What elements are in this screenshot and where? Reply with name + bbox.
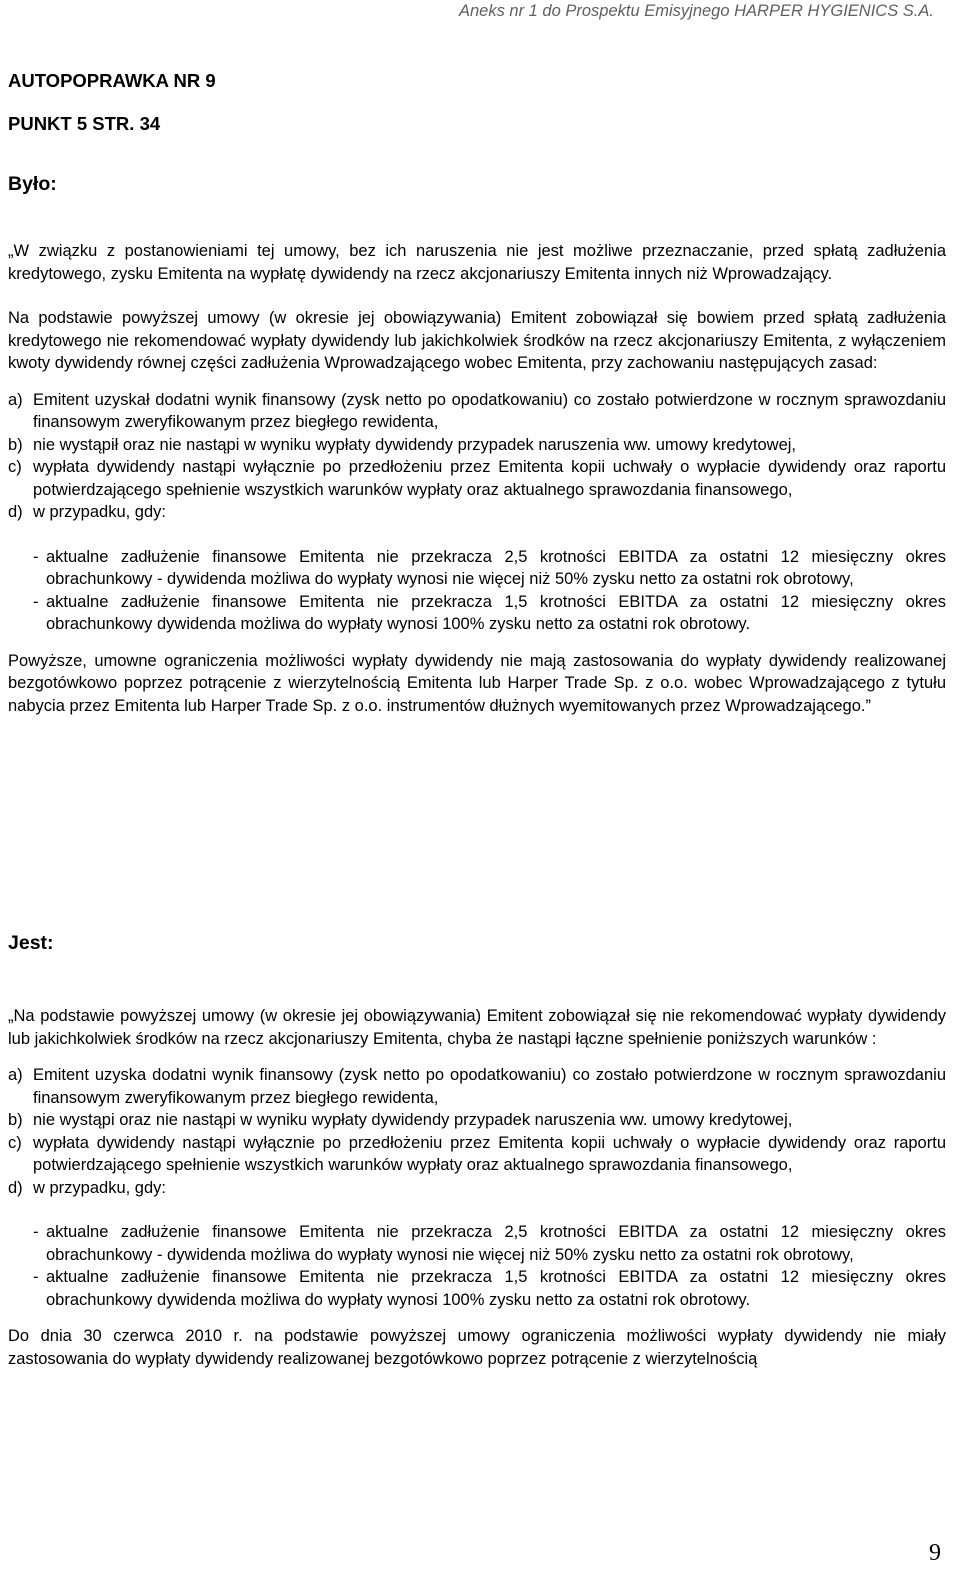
list-marker: c) [8,1133,22,1152]
dash-item-text: aktualne zadłużenie finansowe Emitenta nie przekracza 1,5 krotności EBITDA za ostatni 12 miesięczny okres obrachunkowy dywidenda możliwa do wypłaty wynosi 100% zysku netto za ostatni rok obrotowy. [46,1268,946,1309]
dash-marker: - [33,1223,39,1241]
list-marker: a) [8,1066,23,1084]
jest-dash-list [8,1221,946,1311]
list-item [8,1132,946,1177]
dash-marker: - [33,592,39,611]
jest-section-body [8,1005,946,1370]
bylo-conditions-list [8,389,946,524]
list-item-text: nie wystąpi oraz nie nastąpi w wyniku wypłaty dywidendy przypadek naruszenia ww. umowy kredytowej, [33,1111,793,1129]
document-subtitle: PUNKT 5 STR. 34 [8,113,161,134]
list-item-text: w przypadku, gdy: [33,503,166,521]
dash-list-item [8,1266,946,1311]
list-item-text: wypłata dywidendy nastąpi wyłącznie po przedłożeniu przez Emitenta kopii uchwały o wypłacie dywidendy oraz raportu potwierdzającego spełnienie wszystkich warunków wypłaty oraz aktualnego sprawozdania finansowego, [33,458,946,499]
list-item [8,1064,946,1109]
dash-item-text: aktualne zadłużenie finansowe Emitenta nie przekracza 1,5 krotności EBITDA za ostatni 12 miesięczny okres obrachunkowy dywidenda możliwa do wypłaty wynosi 100% zysku netto za ostatni rok obrotowy. [46,592,946,633]
list-item [8,389,946,434]
list-item-text: wypłata dywidendy nastąpi wyłącznie po przedłożeniu przez Emitenta kopii uchwały o wypłacie dywidendy oraz raportu potwierdzającego spełnienie wszystkich warunków wypłaty oraz aktualnego sprawozdania finansowego, [33,1133,946,1174]
jest-paragraph-2: Do dnia 30 czerwca 2010 r. na podstawie powyższej umowy ograniczenia możliwości wypłaty dywidendy nie miały zastosowania do wypłaty dywidendy realizowanej bezgotówkowo poprzez potrącenie z wierzytelnością [8,1327,946,1368]
dash-marker: - [33,1268,39,1286]
bylo-section-body [8,240,946,717]
section-heading-jest: Jest: [8,932,54,954]
list-item [8,434,946,457]
list-item-text: w przypadku, gdy: [33,1178,166,1197]
list-marker: d) [8,503,23,521]
list-item [8,1177,946,1200]
list-marker: d) [8,1178,23,1197]
list-item [8,1109,946,1132]
list-marker: c) [8,458,22,476]
bylo-paragraph-2: Na podstawie powyższej umowy (w okresie jej obowiązywania) Emitent zobowiązał się bowiem przed spłatą zadłużenia kredytowego nie rekomendować wypłaty dywidendy lub jakichkolwiek środków na rzecz akcjonariuszy Emitenta, z wyłączeniem kwoty dywidendy równej części zadłużenia Wprowadzającego wobec Emitenta, przy zachowaniu następujących zasad: [8,309,946,372]
dash-list-item [8,546,946,591]
list-marker: b) [8,1111,23,1129]
list-item [8,501,946,524]
list-marker: b) [8,435,23,454]
dash-item-text: aktualne zadłużenie finansowe Emitenta nie przekracza 2,5 krotności EBITDA za ostatni 12 miesięczny okres obrachunkowy - dywidenda możliwa do wypłaty wynosi nie więcej niż 50% zysku netto za ostatni rok obrotowy, [46,1223,946,1264]
dash-list-item [8,591,946,636]
jest-paragraph-1: „Na podstawie powyższej umowy (w okresie jej obowiązywania) Emitent zobowiązał się nie rekomendować wypłaty dywidendy lub jakichkolwiek środków na rzecz akcjonariuszy Emitenta, chyba że nastąpi łączne spełnienie poniższych warunków : [8,1007,946,1048]
running-header: Aneks nr 1 do Prospektu Emisyjnego HARPER HYGIENICS S.A. [458,2,934,20]
list-item-text: Emitent uzyska dodatni wynik finansowy (zysk netto po opodatkowaniu) co zostało potwierdzone w rocznym sprawozdaniu finansowym zweryfikowanym przez biegłego rewidenta, [33,1066,946,1107]
bylo-paragraph-1: „W związku z postanowieniami tej umowy, bez ich naruszenia nie jest możliwe przeznaczanie, przed spłatą zadłużenia kredytowego, zysku Emitenta na wypłatę dywidendy na rzecz akcjonariuszy Emitenta innych niż Wprowadzający. [8,242,946,283]
dash-marker: - [33,547,39,566]
list-item-text: nie wystąpił oraz nie nastąpi w wyniku wypłaty dywidendy przypadek naruszenia ww. umowy kredytowej, [33,435,797,454]
section-heading-bylo: Było: [8,173,57,195]
document-title: AUTOPOPRAWKA NR 9 [8,70,216,91]
list-marker: a) [8,390,23,409]
jest-conditions-list [8,1064,946,1199]
bylo-paragraph-3: Powyższe, umowne ograniczenia możliwości wypłaty dywidendy nie mają zastosowania do wypłaty dywidendy realizowanej bezgotówkowo poprzez potrącenie z wierzytelnością Emitenta lub Harper Trade Sp. z o.o. wobec Wprowadzającego z tytułu nabycia przez Emitenta lub Harper Trade Sp. z o.o. instrumentów dłużnych wyemitowanych przez Wprowadzającego.” [8,651,946,715]
dash-list-item [8,1221,946,1266]
document-page [8,0,946,1585]
list-item [8,456,946,501]
page-number: 9 [929,1540,941,1566]
list-item-text: Emitent uzyskał dodatni wynik finansowy (zysk netto po opodatkowaniu) co zostało potwierdzone w rocznym sprawozdaniu finansowym zweryfikowanym przez biegłego rewidenta, [33,390,946,431]
bylo-dash-list [8,546,946,636]
dash-item-text: aktualne zadłużenie finansowe Emitenta nie przekracza 2,5 krotności EBITDA za ostatni 12 miesięczny okres obrachunkowy - dywidenda możliwa do wypłaty wynosi nie więcej niż 50% zysku netto za ostatni rok obrotowy, [46,547,946,588]
